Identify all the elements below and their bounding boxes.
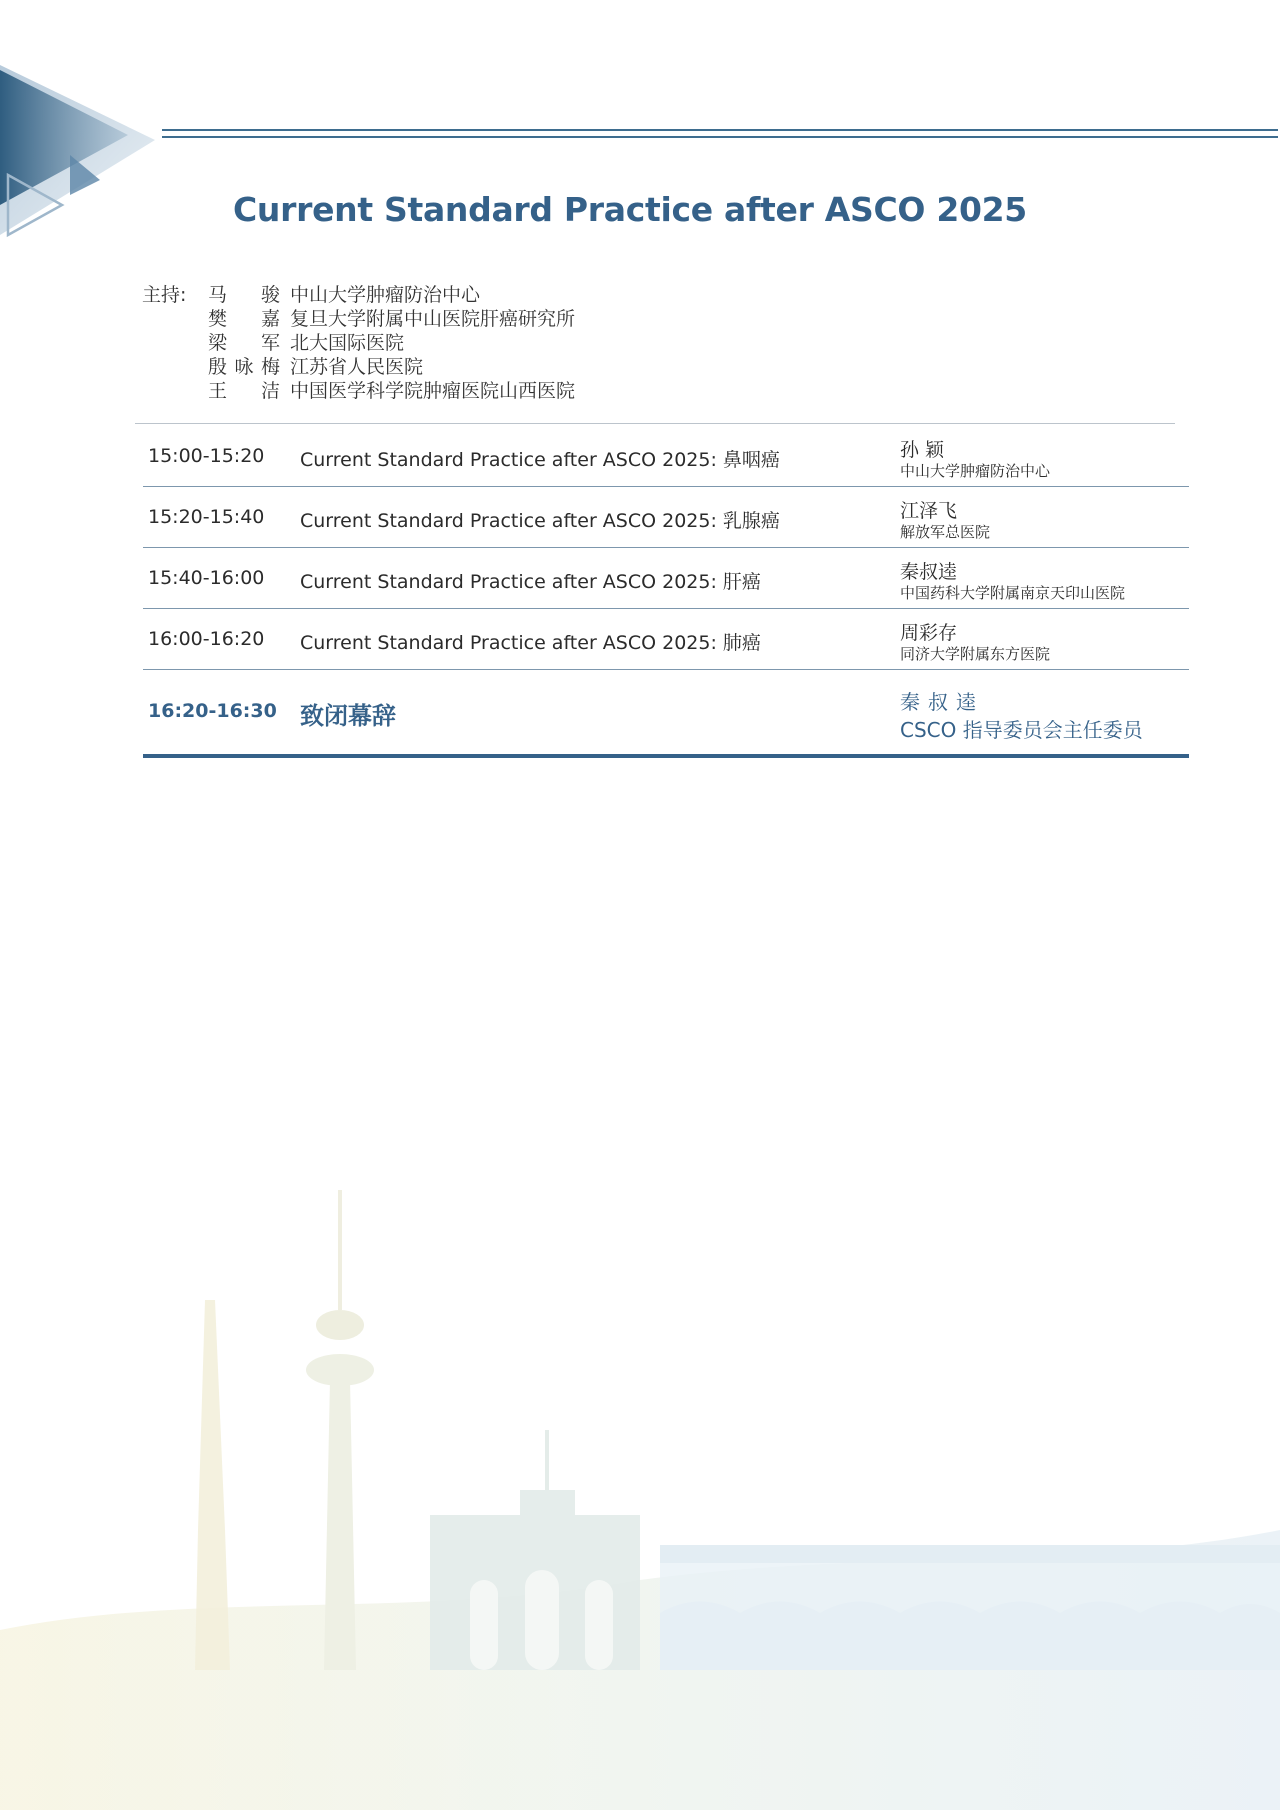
host-institution: 江苏省人民医院 bbox=[290, 356, 424, 378]
speaker-institution: 解放军总医院 bbox=[900, 523, 991, 541]
session-time: 15:00-15:20 bbox=[148, 445, 265, 467]
schedule-bottom-rule bbox=[143, 754, 1189, 758]
header-rule-top bbox=[162, 129, 1278, 131]
hosts-divider bbox=[135, 423, 1175, 424]
schedule-table bbox=[143, 426, 1189, 754]
speaker-institution: 中国药科大学附属南京天印山医院 bbox=[900, 584, 1126, 602]
schedule-row bbox=[143, 487, 1189, 548]
speaker-institution: 中山大学肿瘤防治中心 bbox=[900, 462, 1051, 480]
host-row bbox=[208, 352, 423, 376]
hosts-label: 主持: bbox=[142, 284, 187, 306]
speaker-name: 周彩存 bbox=[900, 622, 958, 644]
host-institution: 复旦大学附属中山医院肝癌研究所 bbox=[290, 308, 576, 330]
host-row bbox=[208, 328, 404, 352]
host-name: 殷咏梅 bbox=[208, 356, 280, 378]
page-title: Current Standard Practice after ASCO 2025 bbox=[233, 190, 1027, 229]
schedule-row bbox=[143, 609, 1189, 670]
speaker-institution: 同济大学附属东方医院 bbox=[900, 645, 1051, 663]
header-rule-bottom bbox=[162, 136, 1278, 138]
host-row bbox=[208, 304, 575, 328]
host-name: 王 洁 bbox=[208, 380, 280, 402]
closing-speaker-role: CSCO 指导委员会主任委员 bbox=[900, 718, 1143, 742]
closing-speaker-name: 秦叔逵 bbox=[900, 690, 984, 714]
schedule-row bbox=[143, 426, 1189, 487]
session-time: 15:40-16:00 bbox=[148, 567, 265, 589]
session-topic: Current Standard Practice after ASCO 2025: 乳腺癌 bbox=[300, 510, 780, 532]
host-name: 梁 军 bbox=[208, 332, 280, 354]
host-row bbox=[208, 376, 575, 400]
session-time: 15:20-15:40 bbox=[148, 506, 265, 528]
closing-row bbox=[143, 670, 1189, 754]
schedule-row bbox=[143, 548, 1189, 609]
city-skyline-watermark bbox=[0, 1150, 1280, 1810]
host-name: 马 骏 bbox=[208, 284, 280, 306]
speaker-name: 孙 颖 bbox=[900, 439, 945, 461]
session-topic: Current Standard Practice after ASCO 2025: 鼻咽癌 bbox=[300, 449, 780, 471]
host-institution: 北大国际医院 bbox=[290, 332, 405, 354]
closing-time: 16:20-16:30 bbox=[148, 700, 277, 722]
host-institution: 中国医学科学院肿瘤医院山西医院 bbox=[290, 380, 576, 402]
host-institution: 中山大学肿瘤防治中心 bbox=[290, 284, 481, 306]
session-time: 16:00-16:20 bbox=[148, 628, 265, 650]
host-name: 樊 嘉 bbox=[208, 308, 280, 330]
session-topic: Current Standard Practice after ASCO 2025: 肝癌 bbox=[300, 571, 761, 593]
host-row bbox=[208, 280, 480, 304]
speaker-name: 江泽飞 bbox=[900, 500, 958, 522]
session-topic: Current Standard Practice after ASCO 2025: 肺癌 bbox=[300, 632, 761, 654]
speaker-name: 秦叔逵 bbox=[900, 561, 958, 583]
closing-topic: 致闭幕辞 bbox=[300, 702, 396, 730]
